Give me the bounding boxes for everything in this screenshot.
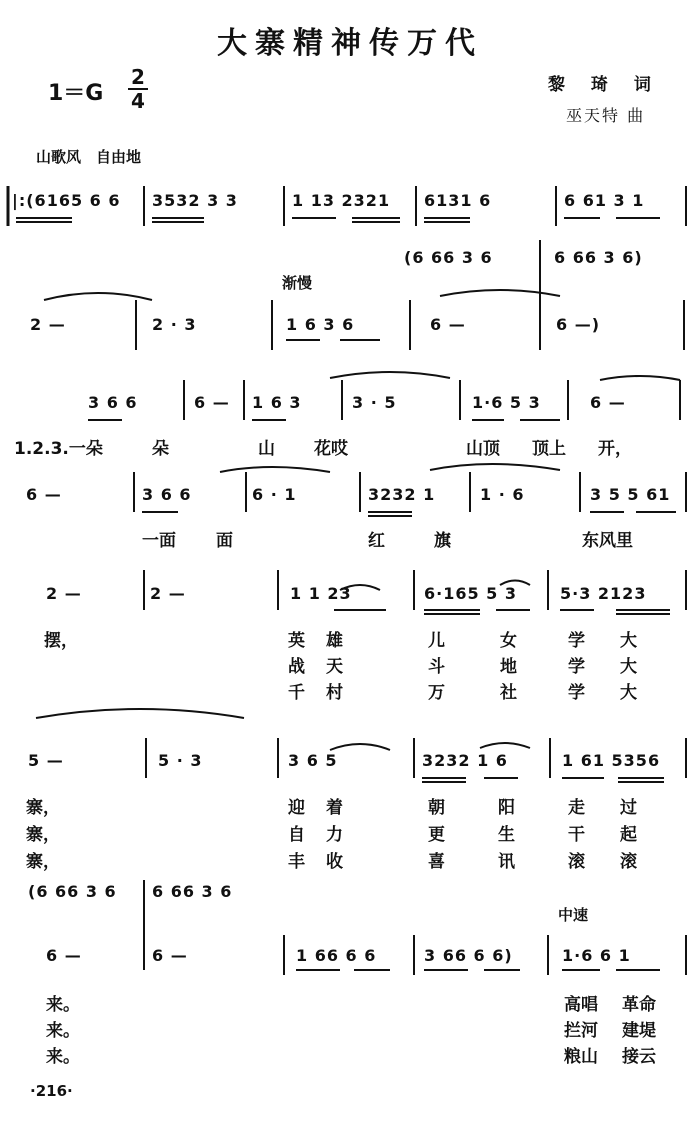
measure: 1 · 6 [480,485,525,504]
ritardando-marking: 渐慢 [282,274,313,292]
lyric: 千 [288,683,305,703]
lyric: 接云 [622,1047,656,1067]
lyric: 寨， [26,798,60,818]
lyric: 更 [428,825,445,845]
key-signature: 1＝G [48,81,104,106]
lyric: 社 [500,683,517,703]
lyric: 粮山 [564,1047,598,1067]
lyric: 天 [326,657,343,677]
measure: 6 — [590,393,626,412]
lyric: 滚 [568,852,585,872]
lyric: 摆， [44,631,78,651]
page-number: ·216· [30,1082,73,1100]
measure: 6 — [46,946,82,965]
intro-measure: 6 66 3 6) [554,248,643,267]
lyric: 革命 [622,995,656,1015]
measure: 1 61 5356 [562,751,661,770]
lyric: 大 [620,631,637,651]
lyric: 学 [568,657,585,677]
lyric: 学 [568,631,585,651]
lyric: 着 [326,798,343,818]
lyric: 村 [326,683,343,703]
measure: 3232 1 [368,485,436,504]
lyric: 过 [620,798,637,818]
measure: 3232 1 6 [422,751,508,770]
lyric: 战 [288,657,305,677]
measure: 1 1 23 [290,584,352,603]
lyric: 来。 [46,1047,80,1067]
tempo-marking: 山歌风 自由地 [36,148,142,166]
measure: 2 — [150,584,186,603]
measure: 3 5 5 61 [590,485,671,504]
time-sig-bottom: 4 [131,89,145,113]
lyric: 万 [428,683,445,703]
lyric: 朝 [428,798,445,818]
lyric: 喜 [428,852,445,872]
lyric: 拦河 [564,1021,598,1041]
measure: 3 6 6 [142,485,192,504]
composer-credit: 巫天特 曲 [566,106,646,125]
lyric: 花哎 [314,439,348,459]
lyric: 阳 [498,798,515,818]
measure: 6 — [194,393,230,412]
measure: 6 —) [556,315,601,334]
lyric: 丰 [288,852,305,872]
lyric: 来。 [46,1021,80,1041]
time-sig-top: 2 [131,65,145,89]
measure: 6 — [152,946,188,965]
lyric: 山 [258,439,275,459]
measure: 2 — [30,315,66,334]
lyric: 学 [568,683,585,703]
lyric: 雄 [326,631,343,651]
lyric: 寨， [26,825,60,845]
measure: 1 6 3 6 [286,315,355,334]
measure: 6 61 3 1 [564,191,645,210]
lyric: 女 [500,631,517,651]
measure: |:(6165 6 6 [12,191,121,210]
lyric: 英 [288,631,305,651]
lyric: 面 [216,531,233,551]
lyric: 一面 [142,531,176,551]
lyric: 开， [598,439,632,459]
lyric: 红 [368,531,385,551]
lyric: 寨， [26,852,60,872]
lyric: 儿 [428,631,445,651]
intro-measure: (6 66 3 6 [404,248,493,267]
lyric: 起 [620,825,637,845]
lyric: 干 [568,825,585,845]
lyricist-credit: 黎 琦 词 [548,75,661,95]
lyric: 东风里 [582,531,633,551]
measure: 5·3 2123 [560,584,647,603]
measure: 1·6 6 1 [562,946,631,965]
measure: 6131 6 [424,191,492,210]
measure: 3 6 6 [88,393,138,412]
lyric: 1.2.3.一朵 [14,439,103,459]
lyric: 顶上 [532,439,566,459]
lyric: 走 [568,798,585,818]
lyric: 来。 [46,995,80,1015]
lyric: 讯 [498,852,515,872]
lyric: 自 [288,825,305,845]
lyric: 收 [326,852,343,872]
measure: 3532 3 3 [152,191,238,210]
lyric: 山顶 [466,439,500,459]
lyric: 滚 [620,852,637,872]
measure: 1·6 5 3 [472,393,541,412]
measure: 3 · 5 [352,393,397,412]
lyric: 大 [620,683,637,703]
measure: 6·165 5 3 [424,584,518,603]
measure: 1 13 2321 [292,191,391,210]
intro-measure: 6 66 3 6 [152,882,233,901]
lyric: 斗 [428,657,445,677]
lyric: 朵 [152,439,169,459]
measure: 6 · 1 [252,485,297,504]
measure: 6 — [26,485,62,504]
measure: 3 6 5 [288,751,338,770]
lyric: 建堤 [622,1021,656,1041]
lyric: 力 [326,825,343,845]
measure: 3 66 6 6) [424,946,513,965]
measure: 1 6 3 [252,393,302,412]
lyric: 大 [620,657,637,677]
measure: 6 — [430,315,466,334]
measure: 5 — [28,751,64,770]
medium-tempo-marking: 中速 [558,906,589,924]
measure: 2 — [46,584,82,603]
lyric: 迎 [288,798,305,818]
measure: 2 · 3 [152,315,197,334]
intro-measure: (6 66 3 6 [28,882,117,901]
measure: 1 66 6 6 [296,946,377,965]
lyric: 地 [500,657,517,677]
measure: 5 · 3 [158,751,203,770]
lyric: 生 [498,825,515,845]
lyric: 旗 [434,531,451,551]
lyric: 高唱 [564,995,598,1015]
song-title: 大寨精神传万代 [217,26,483,61]
